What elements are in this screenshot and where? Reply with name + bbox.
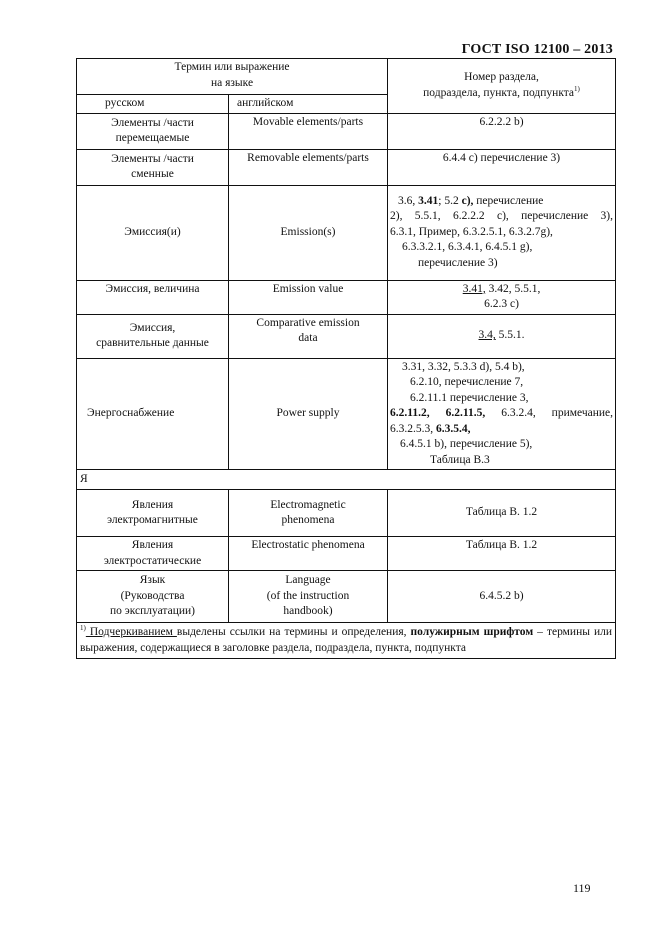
table-row <box>77 490 616 537</box>
terms-title-line: на языке <box>210 76 254 89</box>
ref-line: 3.31, 3.32, 5.3.3 d), 5.4 b), <box>402 360 525 373</box>
ref-text: 3.6, <box>398 194 419 207</box>
ref-line: 6.3.3.2.1, 6.3.4.1, 6.4.5.1 g), <box>402 241 533 254</box>
term-ref <box>388 280 616 314</box>
footnote-bold: полужирным шрифтом <box>410 626 534 638</box>
term-ru-line: сравнительные данные <box>96 337 209 349</box>
term-en-line: handbook) <box>283 605 333 618</box>
ref-text: 3.42, 5.5.1, <box>485 282 541 295</box>
section-number-header <box>388 59 616 114</box>
footnote-underlined: Подчеркиванием <box>85 626 177 638</box>
ref-line: 2), 5.5.1, 6.2.2.2 c), перечисление 3), <box>390 210 614 223</box>
ref-text: 6.3.2.4, примечание, <box>485 407 614 419</box>
ref-text: 6.3.2.5.3, <box>390 422 437 435</box>
term-ref: Таблица B. 1.2 <box>388 537 616 571</box>
term-ref: 6.2.2.2 b) <box>388 113 616 149</box>
table-row <box>77 358 616 470</box>
term-ref: 6.4.5.2 b) <box>388 571 616 623</box>
ref-line: 6.2.3 c) <box>484 298 519 310</box>
section-header-line: подраздела, пункта, подпункта <box>423 86 575 99</box>
term-ref: 6.4.4 c) перечисление 3) <box>388 149 616 185</box>
term-ru-line: Язык <box>139 574 166 587</box>
term-en: Removable elements/parts <box>229 149 388 185</box>
column-russian: русском <box>77 95 229 114</box>
ref-underlined: 3.4, <box>478 329 496 342</box>
term-en-line: Electromagnetic <box>270 498 346 511</box>
term-ru-line: электростатические <box>103 554 202 567</box>
term-ru-line: перемещаемые <box>115 132 190 144</box>
ref-line: 6.3.1, Пример, 6.3.2.5.1, 6.3.2.7g), <box>390 225 553 238</box>
term-ru-line: Элементы /части <box>111 152 194 165</box>
table-row <box>77 185 616 280</box>
letter-divider-row <box>77 470 616 490</box>
term-ru-line: сменные <box>131 168 174 180</box>
footnote-text: выделены ссылки на термины и определения, <box>176 626 411 638</box>
ref-line: 6.2.11.1 перечисление 3, <box>410 391 529 404</box>
term-ref <box>388 358 616 470</box>
ref-bold: c), <box>461 194 474 207</box>
terms-table <box>76 58 616 659</box>
footnote-marker: 1) <box>574 84 580 93</box>
term-en <box>229 571 388 623</box>
table-row <box>77 314 616 358</box>
term-ref <box>388 314 616 358</box>
ref-bold: 6.2.11.2, <box>390 407 430 419</box>
term-ru <box>77 113 229 149</box>
ref-bold: 6.2.11.5, <box>445 407 486 419</box>
ref-line: 6.4.5.1 b), перечисление 5), <box>400 438 533 450</box>
term-en-line: data <box>298 332 318 344</box>
ref-line: Таблица B.3 <box>430 453 490 466</box>
column-english: английском <box>229 95 388 114</box>
footnote-text: – термины или выражения, содержащиеся в заголовке раздела, подраздела, пункта, подпункта <box>80 626 613 654</box>
table-row <box>77 113 616 149</box>
table-row <box>77 280 616 314</box>
footnote-row <box>77 623 616 659</box>
term-ru-line: (Руководства <box>120 589 185 602</box>
term-en: Emission(s) <box>229 185 388 280</box>
term-ru <box>77 149 229 185</box>
term-en-line: phenomena <box>281 514 335 526</box>
term-ru: Эмиссия(и) <box>77 185 229 280</box>
term-en-line: Comparative emission <box>256 316 360 329</box>
table-row <box>77 149 616 185</box>
ref-bold: 3.41 <box>418 194 439 207</box>
term-ru <box>77 537 229 571</box>
table-row <box>77 571 616 623</box>
term-ru-line: электромагнитные <box>107 514 198 526</box>
term-ru <box>77 314 229 358</box>
term-ru <box>77 490 229 537</box>
term-ref <box>388 185 616 280</box>
page-number: 119 <box>573 881 591 895</box>
ref-line: перечисление 3) <box>418 256 498 269</box>
ref-text: 5.5.1. <box>495 329 525 342</box>
term-ru-line: Элементы /части <box>111 116 194 129</box>
term-ru: Энергоснабжение <box>77 358 229 470</box>
term-en <box>229 490 388 537</box>
term-en <box>229 314 388 358</box>
term-ru-line: Эмиссия, <box>129 321 176 334</box>
term-en: Power supply <box>229 358 388 470</box>
ref-text: ; 5.2 <box>438 194 462 207</box>
ref-text: перечисление <box>473 194 544 207</box>
footnote-marker: 1) <box>80 624 86 633</box>
term-en: Emission value <box>229 280 388 314</box>
term-ru <box>77 571 229 623</box>
terms-title-cell <box>77 59 388 95</box>
table-header-row <box>77 59 616 95</box>
term-en-line: Language <box>285 574 331 587</box>
ref-underlined: 3.41, <box>462 282 486 295</box>
term-ru-line: Явления <box>131 498 174 511</box>
term-ru-line: по эксплуатации) <box>110 605 195 618</box>
ref-line: 6.2.10, перечисление 7, <box>410 376 524 388</box>
term-en-line: (of the instruction <box>266 589 350 602</box>
document-header: ГОСТ ISO 12100 – 2013 <box>461 42 613 57</box>
term-ref: Таблица B. 1.2 <box>388 490 616 537</box>
term-en: Movable elements/parts <box>229 113 388 149</box>
section-header-line: Номер раздела, <box>464 71 539 84</box>
ref-bold: 6.3.5.4, <box>436 422 471 435</box>
term-ru-line: Явления <box>131 539 174 551</box>
table-footnote <box>77 623 616 659</box>
term-en: Electrostatic phenomena <box>229 537 388 571</box>
alphabet-letter: Я <box>77 470 616 490</box>
term-ru: Эмиссия, величина <box>77 280 229 314</box>
table-row <box>77 537 616 571</box>
terms-title-line: Термин или выражение <box>174 61 290 73</box>
